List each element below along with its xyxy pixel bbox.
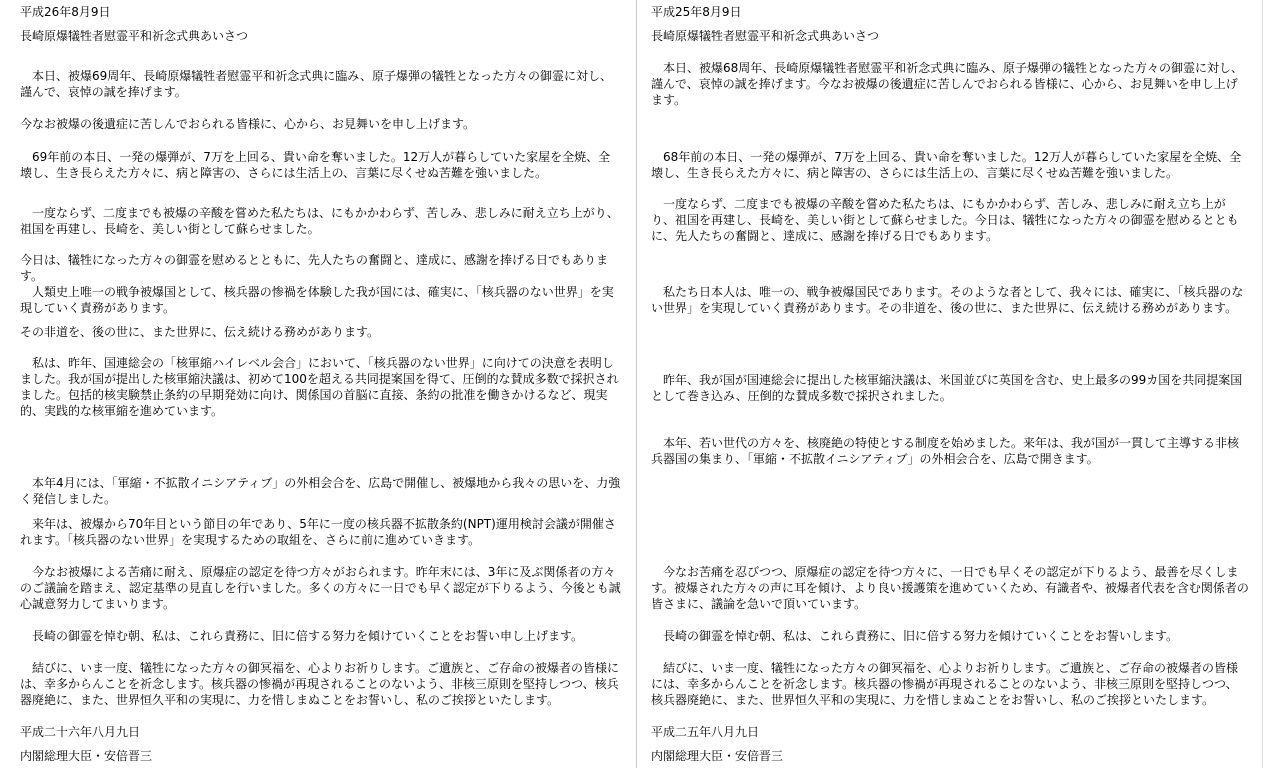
paragraph: 本日、被爆68周年、長崎原爆犠牲者慰霊平和祈念式典に臨み、原子爆弾の犠牲となった方々の御霊に対し、謹んで、哀悼の誠を捧げます。今なお被爆の後遺症に苦しんでおられる皆様に、心から、お見舞いを申し上げます。: [651, 61, 1243, 107]
paragraph: 本年4月には、「軍縮・不拡散イニシアティブ」の外相会合を、広島で開催し、被爆地から我々の思いを、力強く発信しました。: [20, 476, 621, 506]
paragraph: 本日、被爆69周年、長崎原爆犠牲者慰霊平和祈念式典に臨み、原子爆弾の犠牲となった方々の御霊に対し、謹んで、哀悼の誠を捧げます。: [20, 69, 612, 99]
paragraph: 私は、昨年、国連総会の「核軍縮ハイレベル会合」において、「核兵器のない世界」に向けての決意を表明しました。我が国が提出した核軍縮決議は、初めて100を超える共同提案国を得て、圧倒的な賛成多数で採択されました。包括的核実験禁止条約の早期発効に向け、関係国の首脳に直接、条約の批准を働きかけるなど、現実的、実践的な核軍縮を進めています。: [20, 356, 619, 418]
paragraph: 69年前の本日、一発の爆弾が、7万を上回る、貴い命を奪いました。12万人が暮らしていた家屋を全焼、全壊し、生き長らえた方々に、病と障害の、さらには生活上の、言葉に尽くせぬ苦難を強いました。: [20, 150, 611, 180]
paragraph: 結びに、いま一度、犠牲になった方々の御冥福を、心よりお祈りします。ご遺族と、ご存命の被爆者の皆様には、幸多からんことを祈念します。核兵器の惨禍が再現されることのないよう、非核三原則を堅持しつつ、核兵器廃絶に、また、世界恒久平和の実現に、力を惜しまぬことをお誓いし、私のご挨拶といたします。: [20, 661, 620, 707]
date-line: 平成25年8月9日: [651, 5, 742, 19]
closing-date: 平成二十六年八月九日: [20, 725, 141, 739]
paragraph: 今なお苦痛を忍びつつ、原爆症の認定を待つ方々に、一日でも早くその認定が下りるよう、最善を尽くします。被爆された方々の声に耳を傾け、より良い援護策を進めていくため、有識者や、被爆者代表を含む関係者の皆さまに、議論を急いで頂いています。: [651, 565, 1249, 611]
paragraph: 私たち日本人は、唯一の、戦争被爆国民であります。そのような者として、我々には、確実に、「核兵器のない世界」を実現していく責務があります。その非道を、後の世に、また世界に、伝え続ける務めがあります。: [651, 285, 1244, 315]
signature: 内閣総理大臣・安倍晋三: [20, 749, 153, 763]
closing-date: 平成二五年八月九日: [651, 725, 760, 739]
date-line: 平成26年8月9日: [20, 5, 111, 19]
signature: 内閣総理大臣・安倍晋三: [651, 749, 784, 763]
paragraph: その非道を、後の世に、また世界に、伝え続ける務めがあります。: [20, 325, 380, 339]
paragraph: 今日は、犠牲になった方々の御霊を慰めるとともに、先人たちの奮闘と、達成に、感謝を捧げる日でもあります。: [20, 253, 609, 283]
title-line: 長崎原爆犠牲者慰霊平和祈念式典あいさつ: [20, 29, 249, 43]
paragraph: 昨年、我が国が国連総会に提出した核軍縮決議は、米国並びに英国を含む、史上最多の99カ国を共同提案国として巻き込み、圧倒的な賛成多数で採択されました。: [651, 373, 1243, 403]
left-document-pane: [0, 0, 637, 768]
paragraph: 来年は、被爆から70年目という節目の年であり、5年に一度の核兵器不拡散条約(NPT)運用検討会議が開催されます。「核兵器のない世界」を実現するための取組を、さらに前に進めていきます。: [20, 517, 616, 547]
title-line: 長崎原爆犠牲者慰霊平和祈念式典あいさつ: [651, 29, 880, 43]
paragraph: 68年前の本日、一発の爆弾が、7万を上回る、貴い命を奪いました。12万人が暮らしていた家屋を全焼、全壊し、生き長らえた方々に、病と障害の、さらには生活上の、言葉に尽くせぬ苦難を強いました。: [651, 150, 1242, 180]
paragraph: 一度ならず、二度までも被爆の辛酸を嘗めた私たちは、にもかかわらず、苦しみ、悲しみに耐え立ち上がり、祖国を再建し、長崎を、美しい街として蘇らせました。: [20, 206, 619, 236]
paragraph: 長崎の御霊を悼む朝、私は、これら責務に、旧に倍する努力を傾けていくことをお誓いします。: [651, 629, 1179, 643]
paragraph: 本年、若い世代の方々を、核廃絶の特使とする制度を始めました。来年は、我が国が一貫して主導する非核兵器国の集まり、「軍縮・不拡散イニシアティブ」の外相会合を、広島で開きます。: [651, 436, 1240, 466]
paragraph: 今なお被爆の後遺症に苦しんでおられる皆様に、心から、お見舞いを申し上げます。: [20, 117, 476, 131]
paragraph: 結びに、いま一度、犠牲になった方々の御冥福を、心よりお祈りします。ご遺族と、ご存命の被爆者の皆様には、幸多からんことを祈念します。核兵器の惨禍が再現されることのないよう、非核三原則を堅持しつつ、核兵器廃絶に、また、世界恒久平和の実現に、力を惜しまぬことをお誓いし、私のご挨拶といたします。: [651, 661, 1239, 707]
right-document-pane: [637, 0, 1269, 768]
paragraph: 今なお被爆による苦痛に耐え、原爆症の認定を待つ方々がおられます。昨年末には、3年に及ぶ関係者の方々のご議論を踏まえ、認定基準の見直しを行いました。多くの方々に一日でも早く認定が下りるよう、今後とも誠心誠意努力してまいります。: [20, 565, 621, 611]
paragraph: 一度ならず、二度までも被爆の辛酸を嘗めた私たちは、にもかかわらず、苦しみ、悲しみに耐え立ち上がり、祖国を再建し、長崎を、美しい街として蘇らせました。今日は、犠牲になった方々の御霊を慰めるとともに、先人たちの奮闘と、達成に、感謝を捧げる日でもあります。: [651, 197, 1239, 243]
paragraph: 長崎の御霊を悼む朝、私は、これら責務に、旧に倍する努力を傾けていくことをお誓い申し上げます。: [20, 629, 584, 643]
paragraph: 人類史上唯一の戦争被爆国として、核兵器の惨禍を体験した我が国には、確実に、「核兵器のない世界」を実現していく責務があります。: [20, 285, 614, 315]
scrollbar[interactable]: [1262, 0, 1269, 768]
